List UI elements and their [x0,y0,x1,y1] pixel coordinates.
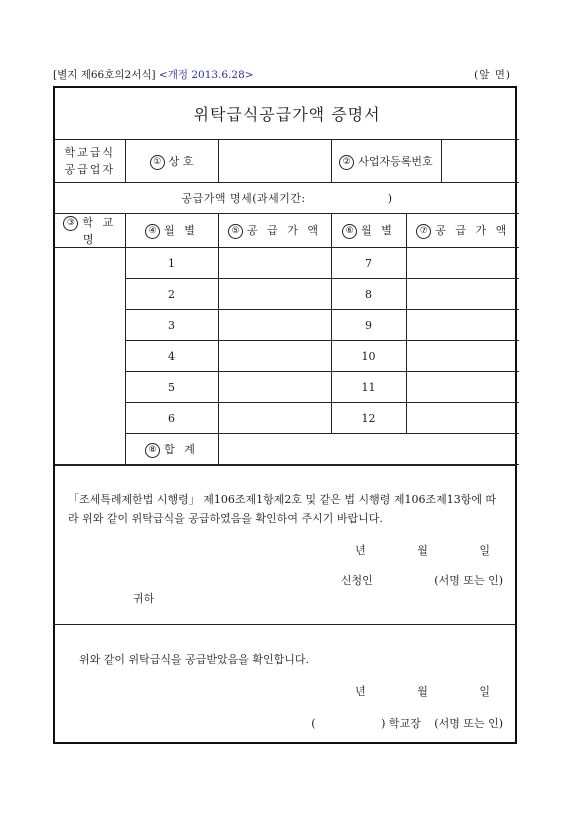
total-label: ⑧ 합 계 [125,434,218,465]
amount-field[interactable] [406,279,519,310]
confirmation-section [55,624,515,743]
month-cell: 12 [331,403,406,434]
form-reference [53,66,254,84]
amount-field[interactable] [406,341,519,372]
column-header-school: ③ 학 교 명 [55,214,125,248]
certificate-table [55,88,519,465]
day-label: 일 [479,685,490,698]
registration-number-label: ② 사업자등록번호 [331,140,441,183]
column-header-amount-right: ⑦ 공 급 가 액 [406,214,519,248]
month-cell: 3 [125,310,218,341]
amendment-date: <개정 2013.6.28> [158,69,254,81]
amount-field[interactable] [218,310,331,341]
month-cell: 1 [125,248,218,279]
application-date [307,542,490,558]
month-cell: 6 [125,403,218,434]
confirmation-paragraph: 위와 같이 위탁급식을 공급받았음을 확인합니다. [79,653,310,666]
amount-field[interactable] [218,372,331,403]
amount-field[interactable] [218,279,331,310]
month-cell: 4 [125,341,218,372]
principal-signature[interactable]: (서명 또는 인) [434,717,503,730]
certificate-form [53,86,517,744]
application-paragraph: 「조세특례제한법 시행령」 제106조제1항제2호 및 같은 법 시행령 제106조제13항에 따라 위와 같이 위탁급식을 공급하였음을 확인하여 주시기 바랍니다. [68,493,497,525]
application-section [55,465,515,625]
supply-spec-heading: 공급가액 명세(과세기간: ) [55,183,519,214]
confirmation-date [307,683,490,699]
month-cell: 10 [331,341,406,372]
circled-number-8: ⑧ [145,443,160,458]
year-label: 년 [355,544,366,557]
month-cell: 11 [331,372,406,403]
form-header [53,66,517,84]
document-title: 위탁급식공급가액 증명서 [55,88,519,140]
total-amount-field[interactable] [218,434,519,465]
applicant-label: 신청인 [340,574,373,587]
paren-open: ( [311,717,316,730]
supplier-label: 학교급식 공급업자 [55,140,125,183]
amount-field[interactable] [406,310,519,341]
month-cell: 2 [125,279,218,310]
business-name-field[interactable] [218,140,331,183]
month-label: 월 [417,685,428,698]
principal-label: 학교장 [388,717,421,730]
year-label: 년 [355,685,366,698]
amount-field[interactable] [218,248,331,279]
column-header-month-left: ④ 월 별 [125,214,218,248]
column-header-month-right: ⑥ 월 별 [331,214,406,248]
month-label: 월 [417,544,428,557]
column-header-amount-left: ⑤ 공 급 가 액 [218,214,331,248]
month-cell: 8 [331,279,406,310]
day-label: 일 [479,544,490,557]
applicant-signature[interactable]: (서명 또는 인) [434,574,503,587]
amount-field[interactable] [406,248,519,279]
school-name-field[interactable] [55,248,125,465]
amount-field[interactable] [218,403,331,434]
amount-field[interactable] [218,341,331,372]
form-number: [별지 제66호의2서식] [53,69,156,81]
applicant-line [341,572,503,588]
recipient-label: 귀하 [133,592,155,605]
page-side-label: (앞 면) [474,69,511,81]
month-cell: 7 [331,248,406,279]
business-name-label: ① 상 호 [125,140,218,183]
month-cell: 9 [331,310,406,341]
circled-number-1: ① [150,155,165,170]
amount-field[interactable] [406,372,519,403]
registration-number-field[interactable] [441,140,519,183]
circled-number-2: ② [339,155,354,170]
month-cell: 5 [125,372,218,403]
amount-field[interactable] [406,403,519,434]
principal-line [311,715,503,731]
paren-close: ) [381,717,386,730]
